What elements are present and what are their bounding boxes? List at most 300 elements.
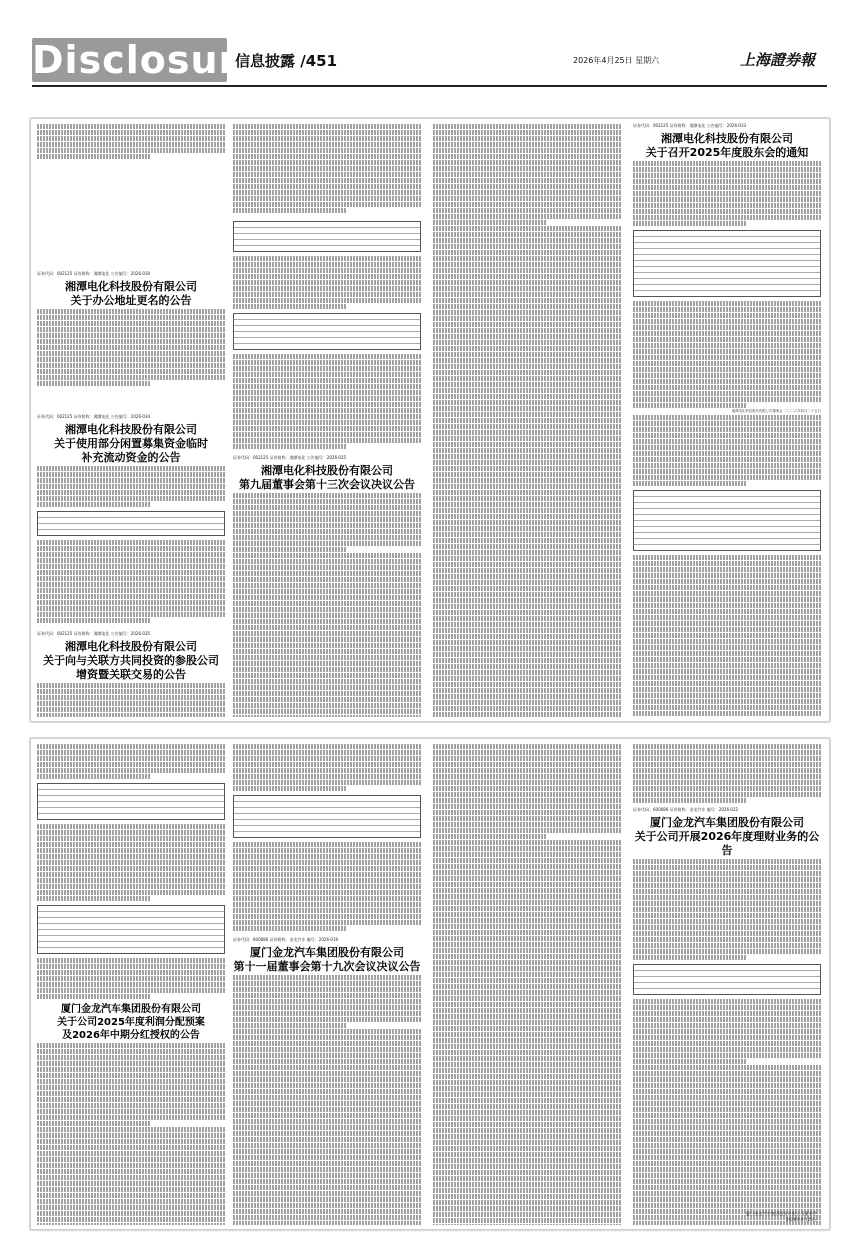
text-line	[37, 1181, 225, 1186]
text-line	[233, 1077, 421, 1082]
text-line	[233, 517, 421, 522]
text-line	[433, 918, 621, 923]
text-line	[233, 553, 421, 558]
text-line	[633, 1047, 821, 1052]
text-line	[433, 984, 621, 989]
text-line	[633, 762, 821, 767]
text-line	[37, 618, 150, 623]
text-line	[37, 357, 225, 362]
text-line	[633, 750, 821, 755]
text-line	[233, 1173, 421, 1178]
text-line	[37, 982, 225, 987]
text-line	[433, 1164, 621, 1169]
announcement-title: 第九届董事会第十三次会议决议公告	[239, 478, 415, 491]
text-line	[433, 490, 621, 495]
text-line	[633, 161, 821, 166]
text-line	[633, 167, 821, 172]
text-line	[37, 695, 225, 700]
text-line	[633, 591, 821, 596]
text-line	[433, 598, 621, 603]
announcement-code: 证券代码：002125 证券简称：湘潭电化 公告编号：2026-025	[233, 455, 347, 460]
text-line	[633, 949, 821, 954]
text-line	[633, 1101, 821, 1106]
text-line	[233, 920, 421, 925]
text-line	[633, 865, 821, 870]
text-line	[233, 130, 421, 135]
text-line	[233, 890, 421, 895]
text-line	[433, 688, 621, 693]
text-line	[433, 906, 621, 911]
text-line	[37, 1055, 225, 1060]
announcement-company: 湘潭电化科技股份有限公司	[65, 423, 197, 436]
text-line	[37, 496, 225, 501]
text-line	[233, 1221, 421, 1225]
text-line	[233, 908, 421, 913]
text-line	[633, 744, 821, 749]
text-line	[433, 894, 621, 899]
text-line	[37, 976, 225, 981]
text-line	[433, 1146, 621, 1151]
text-line	[233, 535, 421, 540]
text-line	[633, 361, 821, 366]
text-line	[37, 866, 225, 871]
text-line	[37, 1097, 225, 1102]
text-line	[433, 972, 621, 977]
text-line	[233, 286, 421, 291]
text-line	[233, 679, 421, 684]
text-line	[433, 280, 621, 285]
text-line	[233, 1167, 421, 1172]
text-line	[233, 860, 421, 865]
announcement-code: 证券代码：600686 证券简称：金龙汽车 编号：2026-019	[233, 937, 339, 942]
text-line	[633, 651, 821, 656]
text-line	[233, 1137, 421, 1142]
text-line	[433, 256, 621, 261]
text-line	[233, 643, 421, 648]
text-line	[233, 390, 421, 395]
text-line	[633, 603, 821, 608]
text-line	[433, 1050, 621, 1055]
text-line	[433, 316, 621, 321]
announcement-title: 关于公司开展2026年度理财业务的公告	[634, 830, 820, 857]
text-line	[433, 1218, 621, 1223]
text-line	[633, 669, 821, 674]
text-line	[37, 701, 225, 706]
text-line	[433, 166, 621, 171]
text-line	[233, 1191, 421, 1196]
text-line	[233, 505, 421, 510]
column-1	[37, 743, 225, 1225]
data-table	[233, 795, 421, 838]
text-line	[433, 798, 621, 803]
text-line	[433, 1026, 621, 1031]
text-line	[37, 872, 225, 877]
text-line	[433, 478, 621, 483]
text-line	[433, 936, 621, 941]
text-line	[433, 232, 621, 237]
text-line	[37, 381, 150, 386]
text-line	[37, 594, 225, 599]
text-line	[233, 378, 421, 383]
text-line	[233, 420, 421, 425]
text-line	[433, 978, 621, 983]
text-line	[633, 711, 821, 716]
text-line	[233, 774, 421, 779]
text-line	[633, 427, 821, 432]
text-line	[433, 990, 621, 995]
text-line	[233, 768, 421, 773]
text-line	[633, 859, 821, 864]
text-line	[433, 996, 621, 1001]
text-line	[233, 625, 421, 630]
text-line	[433, 744, 621, 749]
text-line	[37, 1193, 225, 1198]
text-line	[433, 1194, 621, 1199]
text-line	[233, 280, 421, 285]
text-line	[633, 415, 821, 420]
text-line	[433, 178, 621, 183]
text-line	[633, 1089, 821, 1094]
data-table	[37, 905, 225, 954]
text-line	[633, 609, 821, 614]
text-line	[233, 589, 421, 594]
text-line	[433, 556, 621, 561]
text-line	[233, 124, 421, 129]
text-line	[37, 345, 225, 350]
text-line	[433, 460, 621, 465]
data-table	[633, 230, 821, 297]
text-line	[433, 792, 621, 797]
text-line	[433, 418, 621, 423]
text-line	[433, 756, 621, 761]
text-line	[633, 331, 821, 336]
announcement-title: 补充流动资金的公告	[81, 451, 181, 464]
text-line	[37, 768, 225, 773]
text-line	[233, 202, 421, 207]
text-line	[433, 700, 621, 705]
text-block	[633, 161, 821, 226]
text-line	[433, 622, 621, 627]
page-header	[0, 0, 857, 120]
announcement-code: 证券代码：002125 证券简称：湘潭电化 公告编号：2026-033	[633, 123, 747, 128]
text-line	[37, 552, 225, 557]
text-line	[37, 970, 225, 975]
text-line	[633, 1053, 821, 1058]
text-line	[633, 780, 821, 785]
text-line	[233, 529, 421, 534]
text-line	[633, 439, 821, 444]
text-line	[433, 1122, 621, 1127]
text-line	[433, 876, 621, 881]
text-line	[633, 433, 821, 438]
text-line	[37, 774, 150, 779]
text-line	[37, 309, 225, 314]
text-line	[233, 872, 421, 877]
text-line	[433, 430, 621, 435]
text-line	[433, 768, 621, 773]
text-line	[37, 1049, 225, 1054]
text-line	[37, 490, 225, 495]
signature	[746, 1211, 817, 1223]
text-line	[633, 871, 821, 876]
text-line	[433, 1080, 621, 1085]
text-line	[37, 315, 225, 320]
text-line	[37, 1043, 225, 1048]
text-line	[433, 124, 621, 129]
text-block	[233, 493, 421, 552]
text-line	[233, 541, 421, 546]
text-line	[37, 466, 225, 471]
text-line	[233, 577, 421, 582]
text-line	[633, 191, 821, 196]
text-block	[37, 744, 225, 779]
text-line	[233, 372, 421, 377]
text-line	[233, 1161, 421, 1166]
announcement-title: 关于向与关联方共同投资的参股公司	[43, 654, 219, 667]
text-line	[633, 937, 821, 942]
text-line	[633, 798, 746, 803]
text-line	[633, 445, 821, 450]
text-line	[433, 628, 621, 633]
text-line	[433, 160, 621, 165]
text-block	[433, 744, 621, 839]
text-line	[633, 943, 821, 948]
signature-company: 厦门金龙汽车集团股份有限公司董事会	[745, 1211, 817, 1216]
text-line	[633, 385, 821, 390]
text-block	[37, 124, 225, 159]
column-3	[433, 123, 621, 717]
text-line	[433, 1044, 621, 1049]
text-line	[233, 196, 421, 201]
text-line	[37, 502, 150, 507]
text-line	[37, 124, 225, 129]
text-line	[233, 637, 421, 642]
text-line	[433, 942, 621, 947]
text-line	[633, 337, 821, 342]
text-line	[233, 1071, 421, 1076]
text-block	[633, 415, 821, 486]
text-line	[433, 346, 621, 351]
text-line	[433, 1092, 621, 1097]
text-line	[433, 1110, 621, 1115]
text-line	[233, 292, 421, 297]
text-block	[37, 824, 225, 901]
text-line	[433, 262, 621, 267]
text-line	[233, 1095, 421, 1100]
text-line	[633, 185, 821, 190]
column-1	[37, 123, 225, 717]
text-line	[233, 1113, 421, 1118]
text-line	[37, 363, 225, 368]
text-line	[37, 540, 225, 545]
text-block	[433, 124, 621, 225]
data-table	[37, 783, 225, 820]
text-line	[633, 907, 821, 912]
text-line	[633, 895, 821, 900]
announcement-code: 证券代码：002125 证券简称：湘潭电化 公告编号：2026-035	[37, 631, 151, 636]
text-line	[633, 481, 746, 486]
text-line	[37, 375, 225, 380]
text-line	[433, 762, 621, 767]
text-line	[633, 1029, 821, 1034]
text-line	[433, 412, 621, 417]
text-line	[233, 786, 346, 791]
announcement-title: 关于办公地址更名的公告	[70, 294, 192, 307]
announcement-company: 湘潭电化科技股份有限公司	[65, 640, 197, 653]
announcement-company: 厦门金龙汽车集团股份有限公司	[650, 816, 804, 829]
text-line	[233, 613, 421, 618]
text-line	[233, 848, 421, 853]
text-line	[633, 403, 746, 408]
text-line	[433, 888, 621, 893]
text-line	[37, 142, 225, 147]
text-line	[233, 1149, 421, 1154]
announcement-title: 第十一届董事会第十九次会议决议公告	[233, 960, 421, 973]
text-line	[633, 1197, 821, 1202]
text-block	[633, 301, 821, 408]
text-line	[233, 444, 346, 449]
text-line	[233, 414, 421, 419]
text-line	[233, 1203, 421, 1208]
text-line	[37, 1145, 225, 1150]
text-block	[233, 842, 421, 931]
text-line	[633, 889, 821, 894]
text-line	[233, 432, 421, 437]
text-line	[433, 586, 621, 591]
text-line	[433, 1062, 621, 1067]
text-line	[633, 355, 821, 360]
text-line	[233, 1107, 421, 1112]
text-line	[233, 354, 421, 359]
text-line	[37, 836, 225, 841]
text-line	[433, 1056, 621, 1061]
text-line	[633, 955, 746, 960]
text-line	[37, 1211, 225, 1216]
text-line	[633, 173, 821, 178]
text-line	[633, 1077, 821, 1082]
text-line	[37, 154, 150, 159]
text-line	[233, 1101, 421, 1106]
text-block	[633, 744, 821, 803]
text-line	[233, 691, 421, 696]
text-line	[633, 693, 821, 698]
text-line	[433, 448, 621, 453]
text-line	[433, 136, 621, 141]
text-line	[233, 360, 421, 365]
text-block	[37, 958, 225, 999]
text-line	[433, 142, 621, 147]
text-line	[433, 220, 546, 225]
text-line	[433, 514, 621, 519]
text-line	[433, 568, 621, 573]
text-line	[37, 1163, 225, 1168]
text-line	[633, 397, 821, 402]
text-line	[633, 883, 821, 888]
text-line	[633, 573, 821, 578]
text-line	[433, 960, 621, 965]
text-line	[433, 424, 621, 429]
text-line	[433, 810, 621, 815]
announcement-company: 厦门金龙汽车集团股份有限公司	[250, 946, 404, 959]
text-line	[37, 339, 225, 344]
text-line	[633, 301, 821, 306]
text-line	[633, 179, 821, 184]
text-line	[633, 657, 821, 662]
text-line	[633, 1017, 821, 1022]
text-line	[633, 391, 821, 396]
text-line	[233, 607, 421, 612]
text-line	[633, 457, 821, 462]
text-line	[37, 707, 225, 712]
text-line	[37, 750, 225, 755]
text-line	[233, 571, 421, 576]
text-line	[37, 484, 225, 489]
text-block	[233, 354, 421, 449]
text-line	[37, 478, 225, 483]
text-line	[433, 712, 621, 717]
text-block	[37, 540, 225, 623]
text-line	[633, 1005, 821, 1010]
announcement-company: 湘潭电化科技股份有限公司	[661, 132, 793, 145]
text-line	[433, 1224, 621, 1225]
text-line	[433, 268, 621, 273]
text-line	[37, 1115, 225, 1120]
text-line	[37, 1109, 225, 1114]
text-line	[433, 496, 621, 501]
text-line	[37, 576, 225, 581]
text-line	[233, 697, 421, 702]
text-line	[233, 166, 421, 171]
text-line	[37, 842, 225, 847]
text-line	[37, 1217, 225, 1222]
text-line	[633, 786, 821, 791]
announcement-title: 关于公司2025年度利润分配预案	[57, 1017, 205, 1028]
text-line	[433, 1008, 621, 1013]
text-line	[633, 621, 821, 626]
text-line	[433, 394, 621, 399]
text-line	[433, 804, 621, 809]
text-line	[433, 382, 621, 387]
text-line	[633, 567, 821, 572]
text-line	[37, 1223, 225, 1225]
text-line	[633, 627, 821, 632]
text-line	[37, 564, 225, 569]
text-line	[433, 646, 621, 651]
text-line	[233, 1119, 421, 1124]
text-line	[233, 999, 421, 1004]
text-line	[37, 860, 225, 865]
text-line	[433, 184, 621, 189]
text-line	[633, 1035, 821, 1040]
text-line	[433, 364, 621, 369]
text-line	[37, 1139, 225, 1144]
text-line	[433, 1188, 621, 1193]
text-block	[233, 975, 421, 1028]
text-line	[633, 325, 821, 330]
text-line	[233, 160, 421, 165]
text-line	[433, 298, 621, 303]
text-line	[37, 1067, 225, 1072]
text-line	[433, 592, 621, 597]
text-line	[633, 307, 821, 312]
text-line	[233, 268, 421, 273]
text-line	[433, 190, 621, 195]
text-line	[233, 1059, 421, 1064]
text-line	[433, 544, 621, 549]
announcement-title: 关于使用部分闲置募集资金临时	[54, 437, 208, 450]
header-rule	[32, 85, 827, 87]
text-line	[37, 369, 225, 374]
